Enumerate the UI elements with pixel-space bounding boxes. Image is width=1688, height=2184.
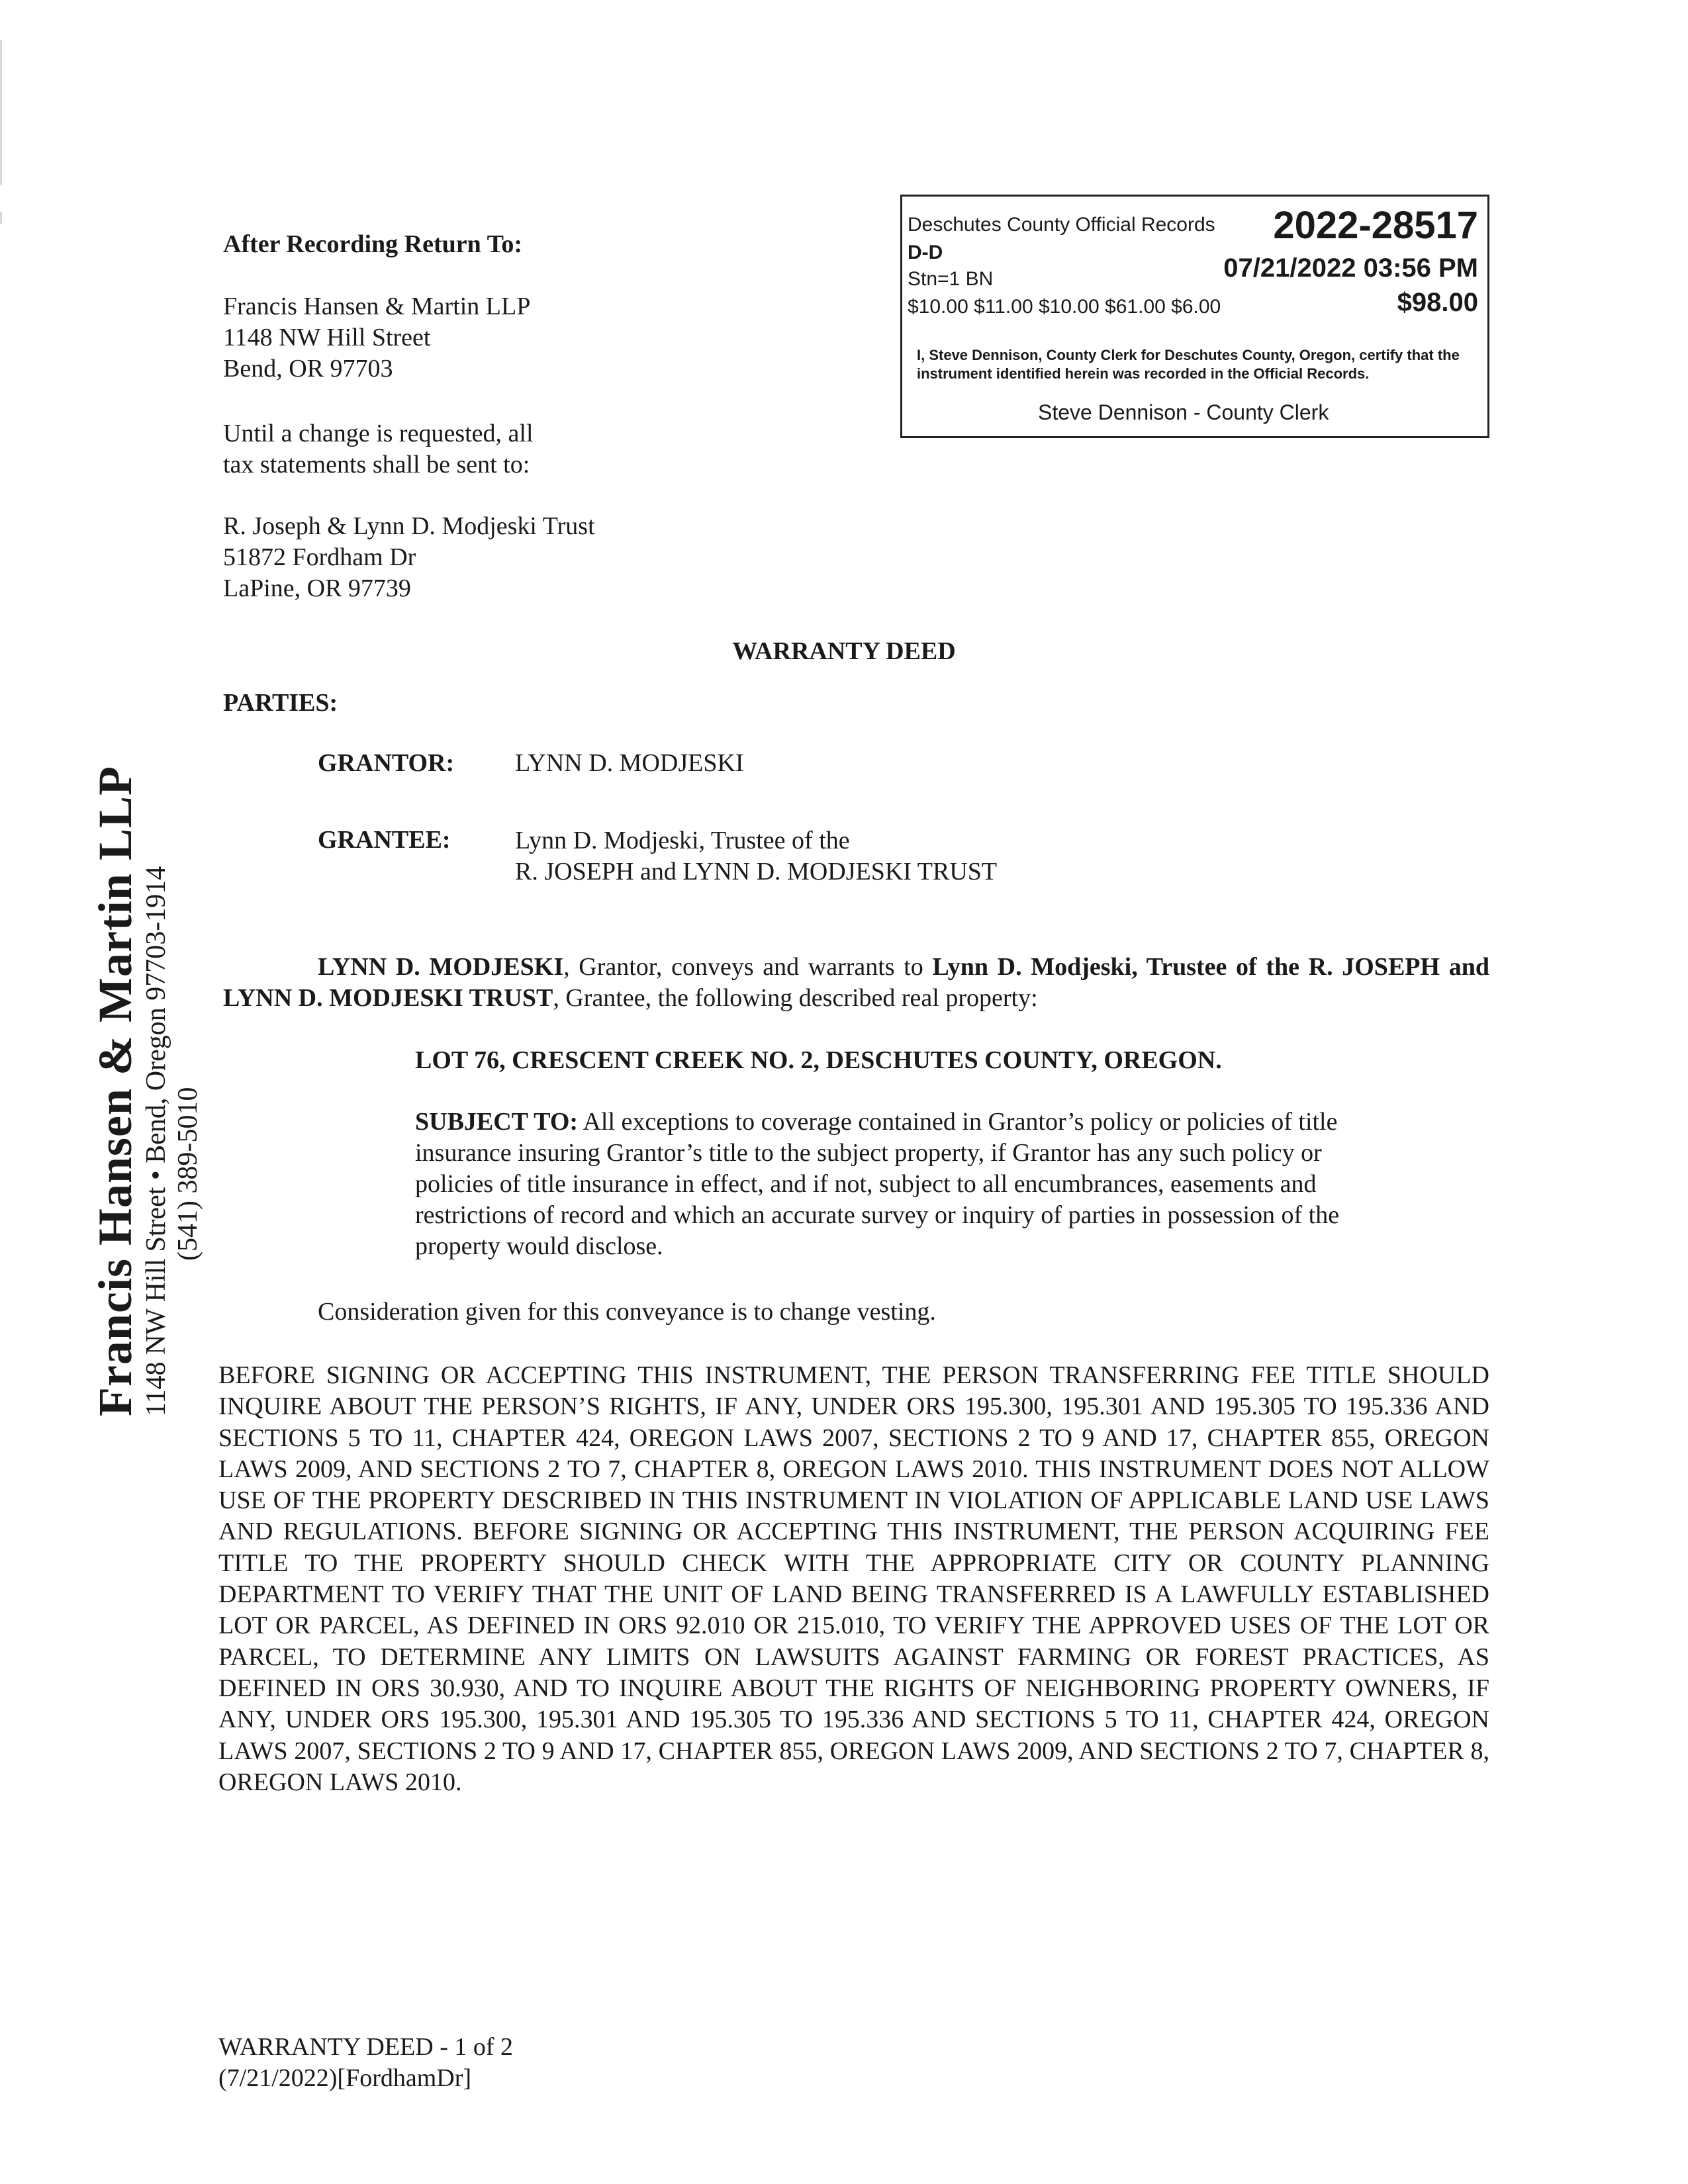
stamp-county: Deschutes County Official Records <box>908 214 1215 236</box>
return-to-line: 1148 NW Hill Street <box>223 324 431 351</box>
return-to-line: Bend, OR 97703 <box>223 355 393 383</box>
stamp-total: $98.00 <box>1397 288 1478 317</box>
scan-edge-mark <box>0 212 2 224</box>
tax-address-line: 51872 Fordham Dr <box>223 543 416 571</box>
stamp-certification: I, Steve Dennison, County Clerk for Deschutes County, Oregon, certify that the instrument identified herein was recorded in the Official Records. <box>917 347 1460 382</box>
conveyance-text: , Grantor, conveys and warrants to <box>563 953 933 981</box>
grantor-label: GRANTOR: <box>318 749 455 777</box>
return-to-address <box>223 291 530 385</box>
conveyance-paragraph <box>223 952 1489 1014</box>
subject-to-text: All exceptions to coverage contained in Grantor’s policy or policies of title insurance insuring Grantor’s title to the subject property, if Grantor has any such policy or policies of title insurance in effect, and if not, subject to all encumbrances, easements and restrictions of record and which an accurate survey or inquiry of parties in possession of the property would disclose. <box>415 1108 1340 1260</box>
document-title: WARRANTY DEED <box>732 637 956 665</box>
page-footer <box>218 2032 513 2094</box>
return-to-line: Francis Hansen & Martin LLP <box>223 293 531 320</box>
stamp-record-number: 2022-28517 <box>1273 204 1478 247</box>
tax-statement-address <box>223 511 595 604</box>
conveyance-text: , Grantee, the following described real property: <box>553 984 1038 1012</box>
consideration-statement: Consideration given for this conveyance is to change vesting. <box>318 1298 936 1326</box>
firm-address: 1148 NW Hill Street • Bend, Oregon 97703-1914 <box>141 866 171 1416</box>
stamp-station: Stn=1 BN <box>908 268 994 290</box>
stamp-fees: $10.00 $11.00 $10.00 $61.00 $6.00 <box>908 296 1221 318</box>
tax-notice-line: tax statements shall be sent to: <box>223 451 530 478</box>
scan-edge-mark <box>0 40 2 185</box>
grantee-name <box>515 825 997 887</box>
firm-phone: (541) 389-5010 <box>173 1087 203 1261</box>
subject-to-paragraph <box>415 1107 1403 1262</box>
footer-page-label: WARRANTY DEED - 1 of 2 <box>218 2033 514 2061</box>
statutory-warning-text: BEFORE SIGNING OR ACCEPTING THIS INSTRUMENT, THE PERSON TRANSFERRING FEE TITLE SHOULD INQUIRE ABOUT THE PERSON’S RIGHTS, IF ANY, UNDER ORS 195.300, 195.301 AND 195.305 TO 195.336 AND SECTIONS 5 TO 11, CHAPTER 424, OREGON LAWS 2007, SECTIONS 2 TO 9 AND 17, CHAPTER 855, OREGON LAWS 2009, AND SECTIONS 2 TO 7, CHAPTER 8, OREGON LAWS 2010. THIS INSTRUMENT DOES NOT ALLOW USE OF THE PROPERTY DESCRIBED IN THIS INSTRUMENT IN VIOLATION OF APPLICABLE LAND USE LAWS AND REGULATIONS. BEFORE SIGNING OR ACCEPTING THIS INSTRUMENT, THE PERSON ACQUIRING FEE TITLE TO THE PROPERTY SHOULD CHECK WITH THE APPROPRIATE CITY OR COUNTY PLANNING DEPARTMENT TO VERIFY THAT THE UNIT OF LAND BEING TRANSFERRED IS A LAWFULLY ESTABLISHED LOT OR PARCEL, AS DEFINED IN ORS 92.010 OR 215.010, TO VERIFY THE APPROVED USES OF THE LOT OR PARCEL, TO DETERMINE ANY LIMITS ON LAWSUITS AGAINST FARMING OR FOREST PRACTICES, AS DEFINED IN ORS 30.930, AND TO INQUIRE ABOUT THE RIGHTS OF NEIGHBORING PROPERTY OWNERS, IF ANY, UNDER ORS 195.300, 195.301 AND 195.305 TO 195.336 AND SECTIONS 5 TO 11, CHAPTER 424, OREGON LAWS 2007, SECTIONS 2 TO 9 AND 17, CHAPTER 855, OREGON LAWS 2009, AND SECTIONS 2 TO 7, CHAPTER 8, OREGON LAWS 2010. <box>218 1361 1489 1796</box>
legal-description: LOT 76, CRESCENT CREEK NO. 2, DESCHUTES COUNTY, OREGON. <box>415 1046 1222 1074</box>
recording-stamp <box>900 195 1489 438</box>
tax-notice-line: Until a change is requested, all <box>223 420 534 447</box>
firm-name: Francis Hansen & Martin LLP <box>89 766 142 1416</box>
grantor-name: LYNN D. MODJESKI <box>515 749 744 777</box>
stamp-doc-code: D-D <box>908 242 943 263</box>
statutory-warning <box>218 1360 1489 1798</box>
grantee-line: Lynn D. Modjeski, Trustee of the <box>515 827 850 854</box>
conveyance-grantor: LYNN D. MODJESKI <box>318 953 564 981</box>
footer-reference: (7/21/2022)[FordhamDr] <box>218 2064 472 2092</box>
grantee-label: GRANTEE: <box>318 826 451 854</box>
conveyance-grantee: Lynn D. Modjeski, Trustee of the R. JOSEPH and LYNN D. MODJESKI TRUST <box>223 953 1489 1012</box>
tax-address-line: R. Joseph & Lynn D. Modjeski Trust <box>223 512 595 540</box>
stamp-datetime: 07/21/2022 03:56 PM <box>1223 253 1478 283</box>
firm-imprint <box>88 754 204 1416</box>
tax-address-line: LaPine, OR 97739 <box>223 574 411 602</box>
grantee-line: R. JOSEPH and LYNN D. MODJESKI TRUST <box>515 858 998 886</box>
stamp-clerk: Steve Dennison - County Clerk <box>1038 400 1329 424</box>
subject-to-label: SUBJECT TO: <box>415 1108 579 1136</box>
tax-statement-notice <box>223 418 534 480</box>
return-to-heading: After Recording Return To: <box>223 230 523 258</box>
parties-label: PARTIES: <box>223 689 338 717</box>
